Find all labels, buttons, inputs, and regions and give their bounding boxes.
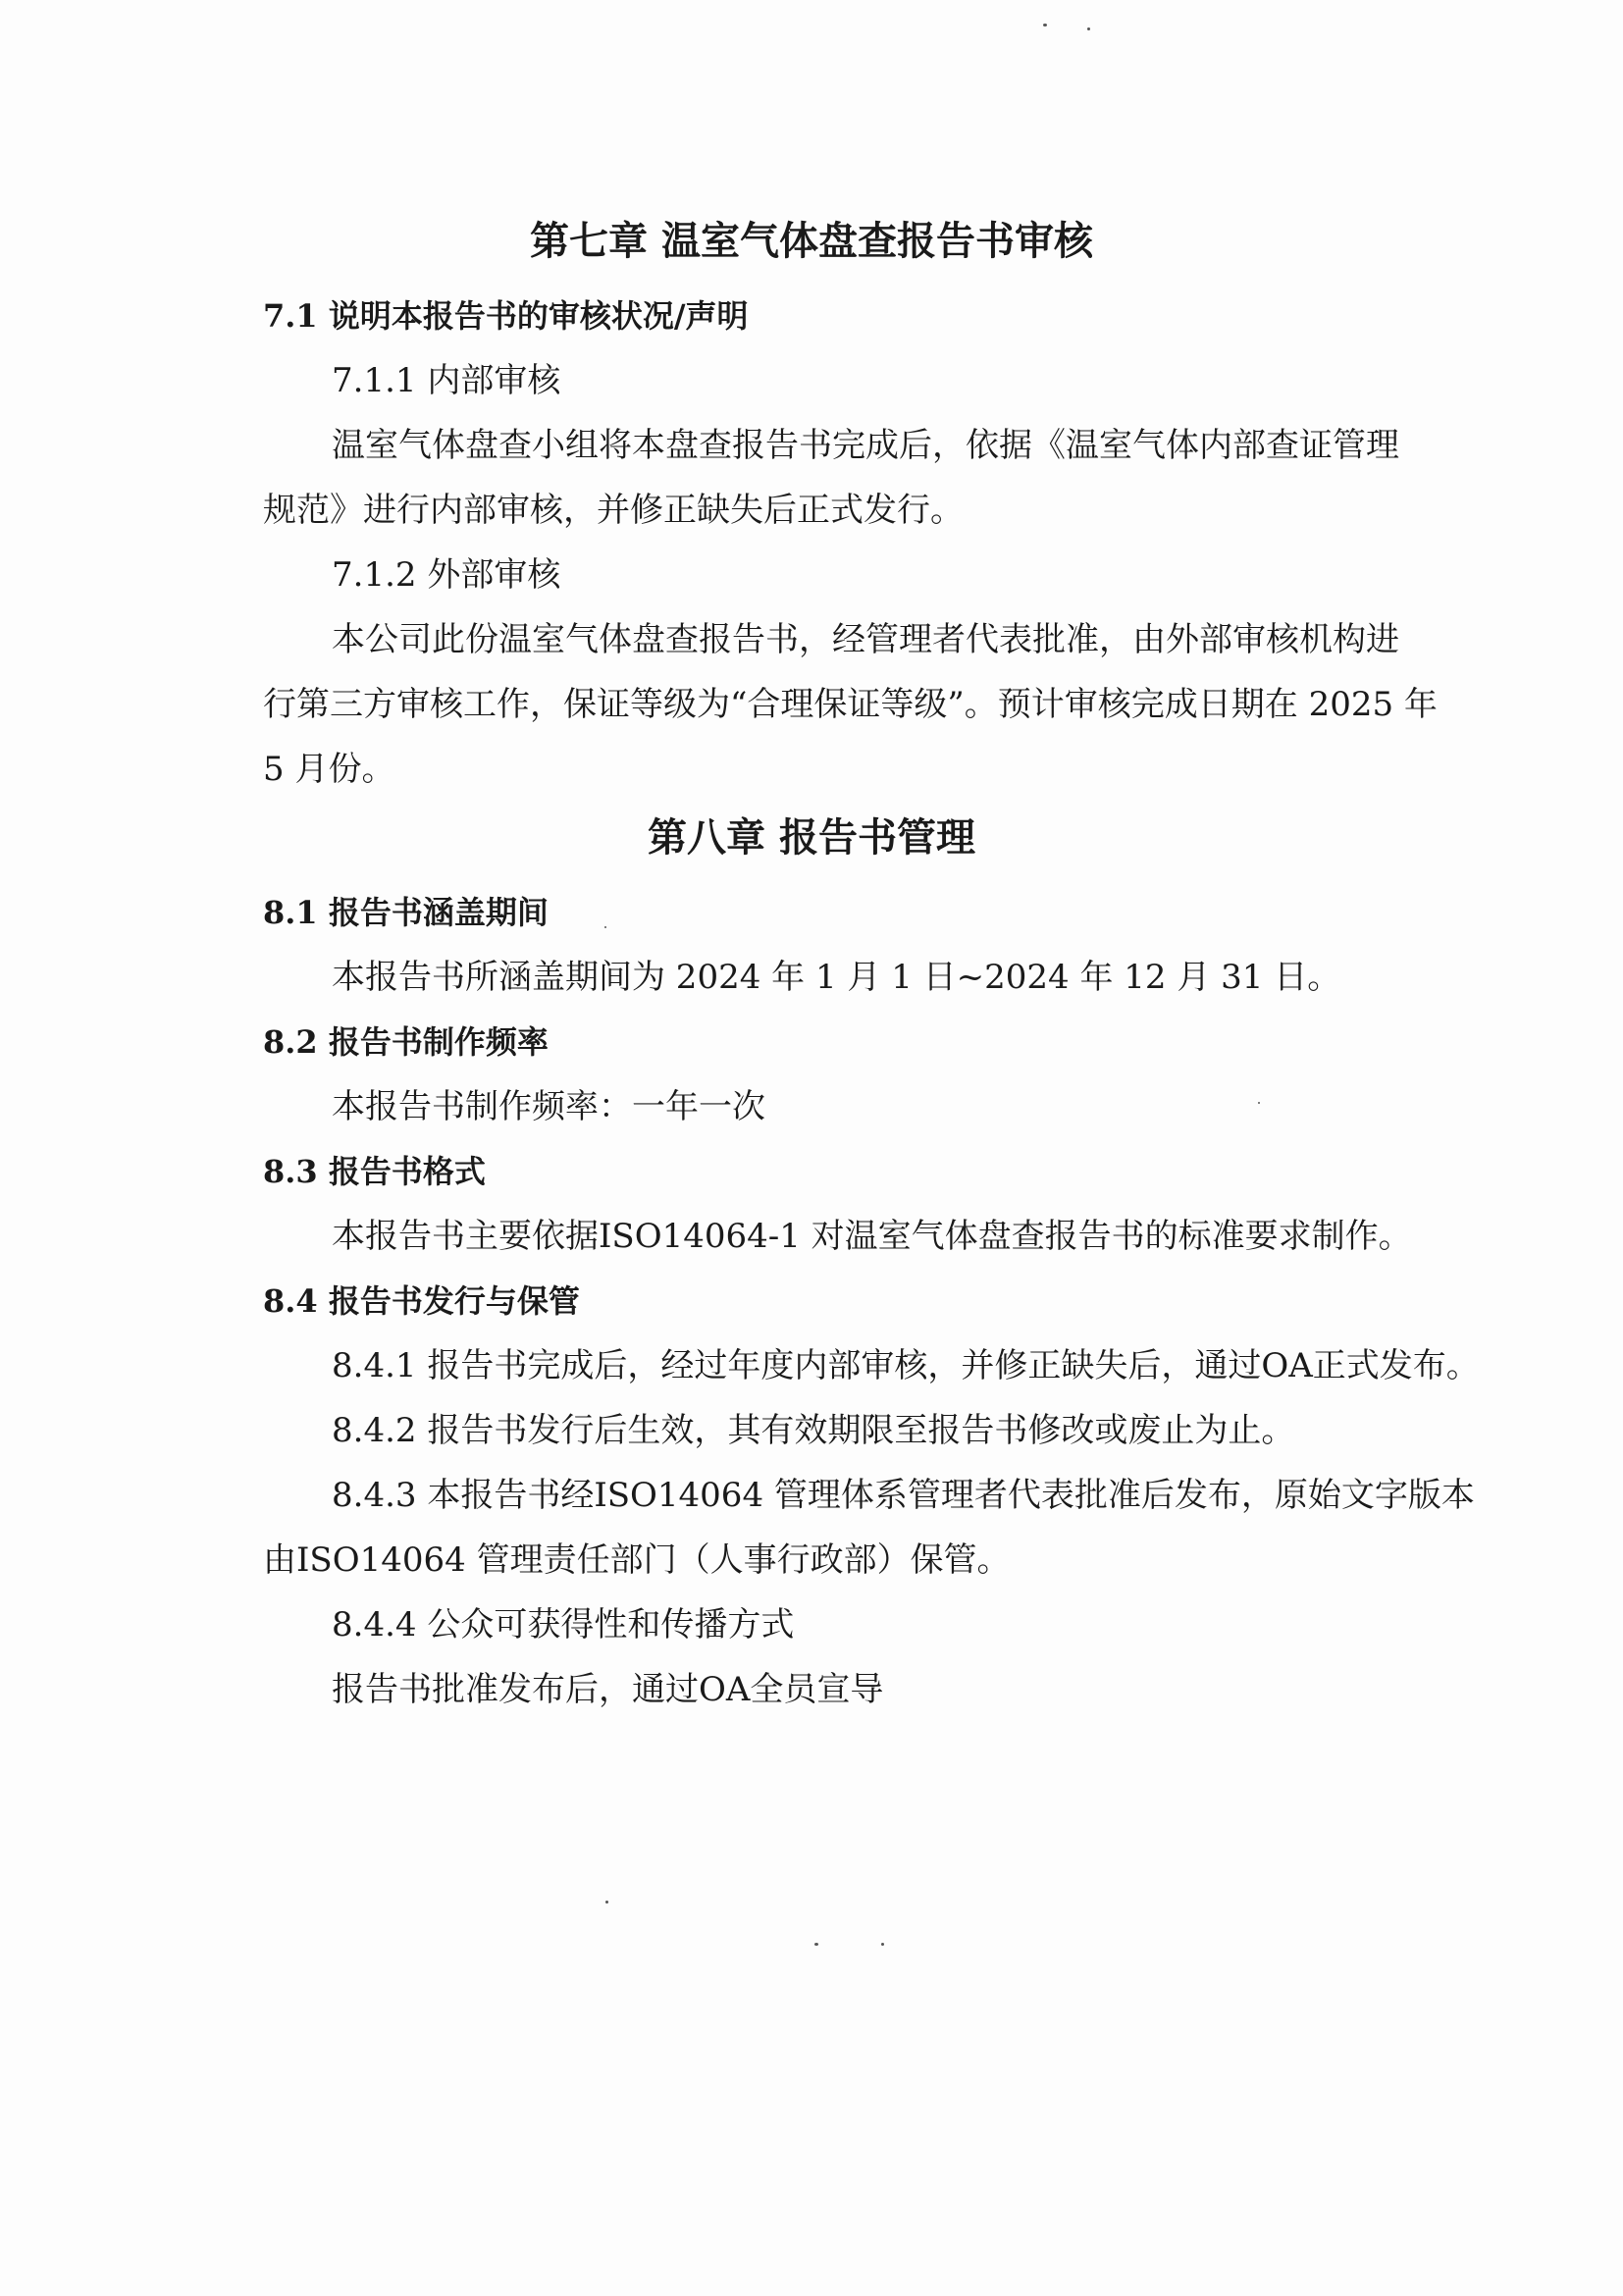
scan-speck — [881, 1943, 884, 1946]
section-8-2-heading: 8.2 报告书制作频率 — [263, 1023, 549, 1061]
paragraph-8-1: 本报告书所涵盖期间为 2024 年 1 月 1 日~2024 年 12 月 31 日。 — [332, 958, 1341, 997]
paragraph-7-1-2-line-1: 本公司此份温室气体盘查报告书，经管理者代表批准，由外部审核机构进 — [332, 620, 1399, 659]
paragraph-8-4-3-line-2: 由ISO14064 管理责任部门（人事行政部）保管。 — [263, 1540, 1011, 1580]
scan-speck — [1258, 1102, 1260, 1104]
paragraph-7-1-1-line-2: 规范》进行内部审核，并修正缺失后正式发行。 — [263, 491, 964, 530]
scan-speck — [814, 1943, 818, 1946]
paragraph-7-1-2-line-2: 行第三方审核工作，保证等级为“合理保证等级”。预计审核完成日期在 2025 年 — [263, 685, 1438, 724]
paragraph-7-1-1-line-1: 温室气体盘查小组将本盘查报告书完成后，依据《温室气体内部查证管理 — [332, 426, 1399, 465]
paragraph-8-2: 本报告书制作频率：一年一次 — [332, 1087, 765, 1126]
paragraph-8-4-3-line-1: 8.4.3 本报告书经ISO14064 管理体系管理者代表批准后发布，原始文字版本 — [332, 1476, 1475, 1515]
paragraph-8-3: 本报告书主要依据ISO14064-1 对温室气体盘查报告书的标准要求制作。 — [332, 1217, 1412, 1256]
paragraph-8-4-4: 报告书批准发布后，通过OA全员宣导 — [332, 1670, 884, 1709]
scan-speck — [605, 1901, 608, 1904]
scan-speck — [1043, 24, 1047, 26]
paragraph-8-4-2: 8.4.2 报告书发行后生效，其有效期限至报告书修改或废止为止。 — [332, 1411, 1295, 1450]
section-8-1-heading: 8.1 报告书涵盖期间 — [263, 894, 549, 931]
chapter-7-title: 第七章 温室气体盘查报告书审核 — [530, 218, 1093, 264]
section-7-1-heading: 7.1 说明本报告书的审核状况/声明 — [263, 297, 749, 335]
scan-speck — [604, 926, 606, 928]
subsection-7-1-2-heading: 7.1.2 外部审核 — [332, 555, 561, 595]
subsection-7-1-1-heading: 7.1.1 内部审核 — [332, 361, 561, 400]
section-8-4-heading: 8.4 报告书发行与保管 — [263, 1282, 580, 1320]
subsection-8-4-4-heading: 8.4.4 公众可获得性和传播方式 — [332, 1605, 795, 1644]
chapter-8-title: 第八章 报告书管理 — [648, 814, 975, 861]
paragraph-8-4-1: 8.4.1 报告书完成后，经过年度内部审核，并修正缺失后，通过OA正式发布。 — [332, 1346, 1480, 1385]
section-8-3-heading: 8.3 报告书格式 — [263, 1153, 486, 1190]
scan-speck — [1087, 27, 1090, 30]
paragraph-7-1-2-line-3: 5 月份。 — [263, 750, 395, 789]
